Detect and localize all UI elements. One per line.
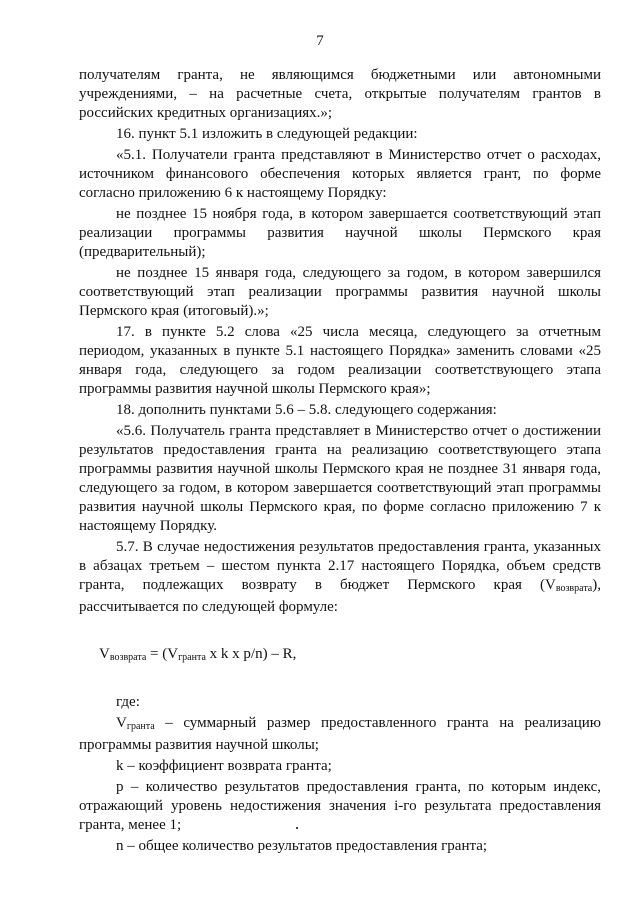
definition-n: n – общее количество результатов предоставления гранта; bbox=[116, 838, 488, 854]
document-body bbox=[79, 66, 601, 858]
definition-v-grant bbox=[79, 714, 601, 755]
def-v: V bbox=[116, 715, 127, 731]
where-label: где: bbox=[116, 694, 140, 710]
paragraph-deadline-november: не позднее 15 ноября года, в котором завершается соответствующий этап реализации программы развития научной школы Пермского края (предварительный); bbox=[79, 206, 601, 260]
formula-v: V bbox=[99, 646, 110, 662]
formula-sub-grant: гранта bbox=[178, 652, 206, 663]
scan-speck bbox=[296, 827, 298, 829]
paragraph-continuation: получателям гранта, не являющимся бюджетными или автономными учреждениями, – на расчетные счета, открытые получателям грантов в российских кредитных организациях.»; bbox=[79, 67, 601, 121]
paragraph-clause-5-7 bbox=[79, 538, 601, 617]
clause-5-7-subscript: возврата bbox=[555, 583, 593, 594]
paragraph-deadline-january: не позднее 15 января года, следующего за годом, в котором завершился соответствующий этап реализации программы развития научной школы Пермского края (итоговый).»; bbox=[79, 265, 601, 319]
clause-5-7-text-b: ), рассчитывается по следующей формуле: bbox=[79, 577, 601, 615]
formula-mid: = (V bbox=[146, 646, 179, 662]
paragraph-item-17: 17. в пункте 5.2 слова «25 числа месяца, следующего за отчетным периодом, указанных в пункте 5.1 настоящего Порядка» заменить словами «25 января года, следующего за годом реализации соответствующего этапа программы развития научной школы Пермского края»; bbox=[79, 324, 601, 397]
def-v-sub: гранта bbox=[126, 721, 155, 732]
definition-k: k – коэффициент возврата гранта; bbox=[116, 758, 332, 774]
clause-5-7-text-a: 5.7. В случае недостижения результатов предоставления гранта, указанных в абзацах третьем – шестом пункта 2.17 настоящего Порядка, объем средств гранта, подлежащих возврату в бюджет Пермского края (V bbox=[79, 539, 601, 593]
formula bbox=[79, 645, 601, 667]
paragraph-item-16: 16. пункт 5.1 изложить в следующей редакции: bbox=[116, 126, 418, 142]
def-v-text: – суммарный размер предоставленного гранта на реализацию программы развития научной школы; bbox=[79, 715, 601, 753]
formula-end: x k x p/n) – R, bbox=[205, 646, 297, 662]
paragraph-clause-5-6: «5.6. Получатель гранта представляет в Министерство отчет о достижении результатов предоставления гранта на реализацию соответствующего этапа программы развития научной школы Пермского края не позднее 31 января года, следующего за годом, в котором завершается соответствующий этап программы развития научной школы Пермского края, по форме согласно приложению 7 к настоящему Порядку. bbox=[79, 423, 601, 534]
formula-sub-return: возврата bbox=[109, 652, 147, 663]
paragraph-item-18: 18. дополнить пунктами 5.6 – 5.8. следующего содержания: bbox=[116, 402, 497, 418]
definition-p: p – количество результатов предоставления гранта, по которым индекс, отражающий уровень недостижения значения i-го результата предоставления гранта, менее 1; bbox=[79, 779, 601, 833]
paragraph-clause-5-1: «5.1. Получатели гранта представляют в Министерство отчет о расходах, источником финансового обеспечения которых является грант, по форме согласно приложению 6 к настоящему Порядку: bbox=[79, 147, 601, 201]
page-number: 7 bbox=[316, 33, 324, 49]
